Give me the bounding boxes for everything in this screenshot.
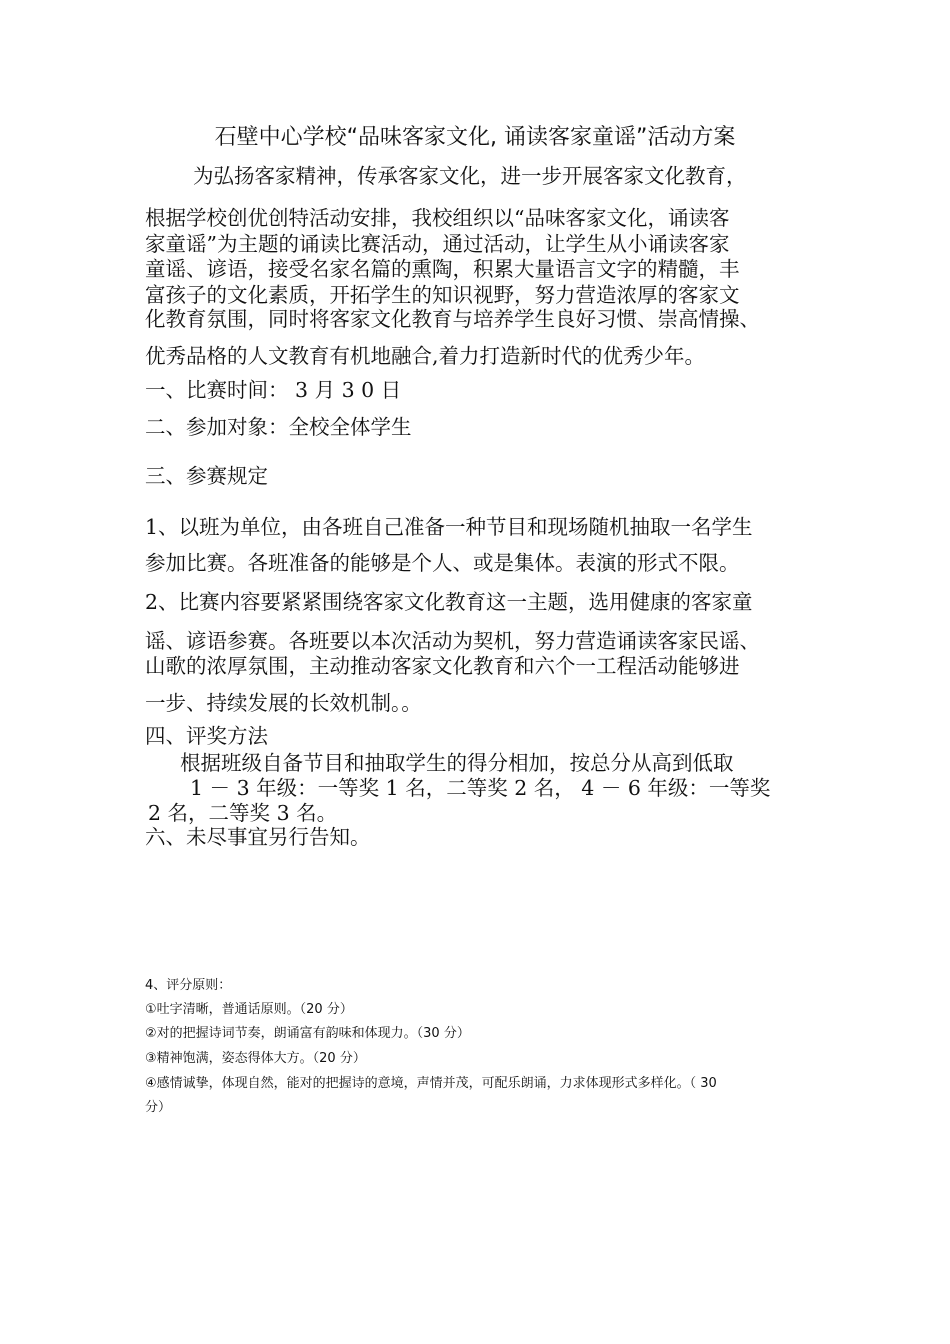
scoring-line: ①吐字清晰，普通话原则。（20 分）: [145, 1002, 353, 1017]
section-other: 六、未尽事宜另行告知。: [145, 825, 371, 849]
rules-line: 谣、谚语参赛。各班要以本次活动为契机，努力营造诵读客家民谣、: [145, 629, 760, 653]
intro-line: 优秀品格的人文教育有机地融合,着力打造新时代的优秀少年。: [145, 344, 706, 368]
section-awards-heading: 四、评奖方法: [145, 724, 268, 748]
document-title: 石壁中心学校“品味客家文化, 诵读客家童谣”活动方案: [214, 125, 736, 150]
section-target: 二、参加对象：全校全体学生: [145, 415, 412, 439]
intro-line: 根据学校创优创特活动安排，我校组织以“品味客家文化，诵读客: [145, 206, 730, 230]
awards-line: 2 名，二等奖 3 名。: [148, 801, 338, 825]
intro-line: 家童谣”为主题的诵读比赛活动，通过活动，让学生从小诵读客家: [145, 232, 730, 256]
awards-line: 1 － 3 年级：一等奖 1 名，二等奖 2 名， 4 － 6 年级：一等奖: [190, 776, 771, 800]
rules-line: 山歌的浓厚氛围，主动推动客家文化教育和六个一工程活动能够进: [145, 654, 740, 678]
rules-line: 1、以班为单位，由各班自己准备一种节目和现场随机抽取一名学生: [145, 515, 753, 539]
section-time: 一、比赛时间： 3 月 3 0 日: [145, 378, 402, 402]
section-rules-heading: 三、参赛规定: [145, 464, 268, 488]
scoring-line: ③精神饱满，姿态得体大方。（20 分）: [145, 1051, 366, 1066]
awards-line: 根据班级自备节目和抽取学生的得分相加，按总分从高到低取: [180, 751, 734, 775]
intro-line: 为弘扬客家精神，传承客家文化，进一步开展客家文化教育，: [193, 164, 747, 188]
rules-line: 参加比赛。各班准备的能够是个人、或是集体。表演的形式不限。: [145, 551, 740, 575]
rules-line: 2、比赛内容要紧紧围绕客家文化教育这一主题，选用健康的客家童: [145, 590, 753, 614]
scoring-line: ④感情诚挚，体现自然，能对的把握诗的意境，声情并茂，可配乐朗诵，力求体现形式多样化。（ 30: [145, 1076, 717, 1091]
rules-line: 一步、持续发展的长效机制。。: [145, 691, 422, 715]
intro-line: 富孩子的文化素质，开拓学生的知识视野，努力营造浓厚的客家文: [145, 283, 740, 307]
intro-line: 化教育氛围，同时将客家文化教育与培养学生良好习惯、崇高情操、: [145, 307, 760, 331]
scoring-heading: 4、评分原则：: [145, 978, 232, 993]
intro-line: 童谣、谚语，接受名家名篇的熏陶，积累大量语言文字的精髓，丰: [145, 257, 740, 281]
scoring-line: ②对的把握诗词节奏，朗诵富有韵味和体现力。（30 分）: [145, 1026, 470, 1041]
scoring-line: 分）: [145, 1100, 172, 1115]
